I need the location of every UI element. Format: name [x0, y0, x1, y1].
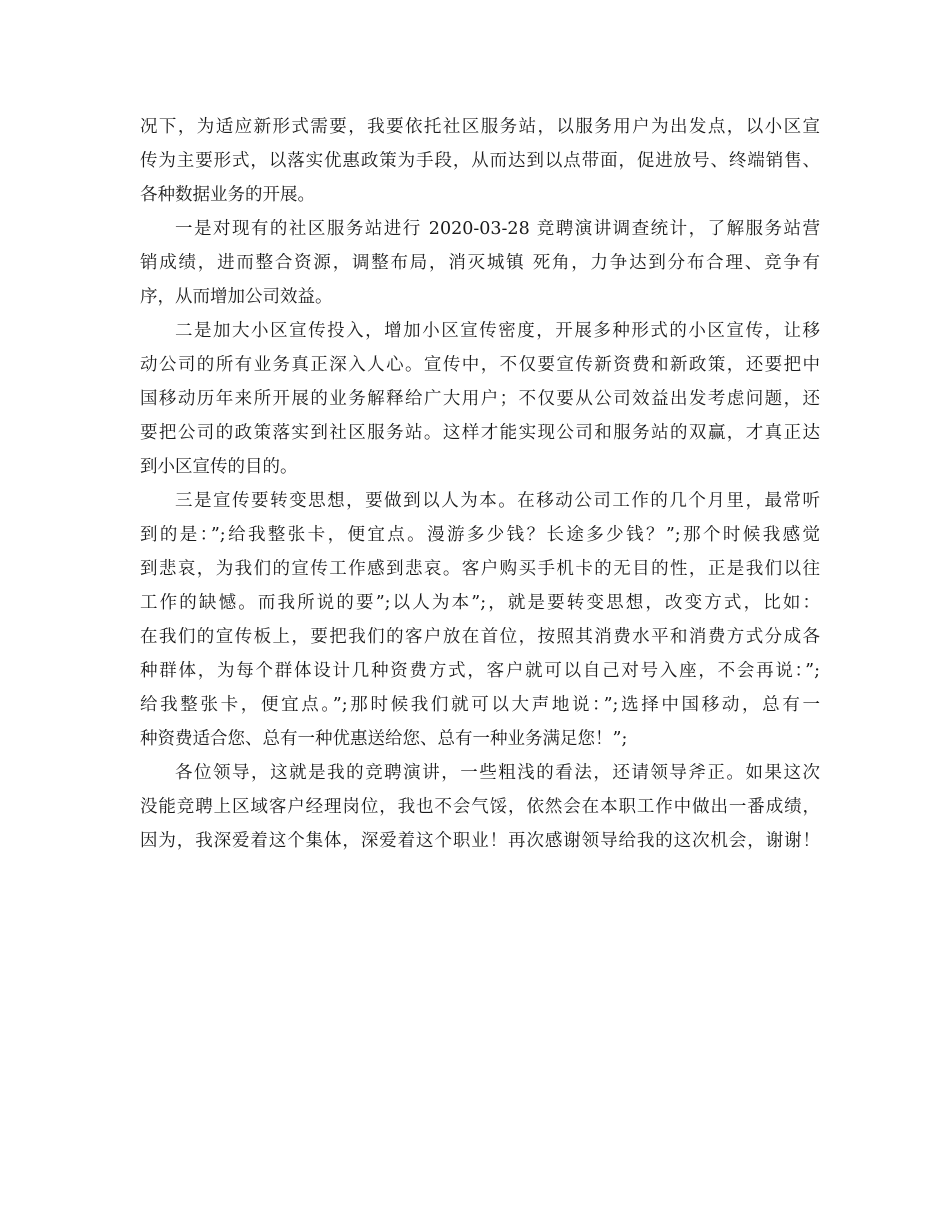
- text-line: 给我整张卡，便宜点。”;那时候我们就可以大声地说：”;选择中国移动，总有一: [140, 695, 820, 715]
- text-line: 到悲哀，为我们的宣传工作感到悲哀。客户购买手机卡的无目的性，正是我们以往: [140, 559, 820, 579]
- text-line: 销成绩，进而整合资源，调整布局，消灭城镇 死角，力争达到分布合理、竞争有: [140, 253, 820, 273]
- text-line: 各种数据业务的开展。: [140, 185, 315, 205]
- text-line: 国移动历年来所开展的业务解释给广大用户；不仅要从公司效益出发考虑问题，还: [140, 389, 820, 409]
- text-line: 二是加大小区宣传投入，增加小区宣传密度，开展多种形式的小区宣传，让移: [175, 321, 820, 341]
- document-body: [140, 110, 820, 858]
- text-line: 种资费适合您、总有一种优惠送给您、总有一种业务满足您！”;: [140, 729, 628, 749]
- text-line: 序，从而增加公司效益。: [140, 287, 333, 307]
- text-line: 各位领导，这就是我的竞聘演讲，一些粗浅的看法，还请领导斧正。如果这次: [175, 763, 820, 783]
- text-line: 因为，我深爱着这个集体，深爱着这个职业！再次感谢领导给我的这次机会，谢谢！: [140, 831, 820, 851]
- text-line: 没能竞聘上区域客户经理岗位，我也不会气馁，依然会在本职工作中做出一番成绩，: [140, 797, 820, 817]
- text-line: 传为主要形式，以落实优惠政策为手段，从而达到以点带面，促进放号、终端销售、: [140, 151, 820, 171]
- text-line: 在我们的宣传板上，要把我们的客户放在首位，按照其消费水平和消费方式分成各: [140, 627, 820, 647]
- text-line: 到的是：”;给我整张卡，便宜点。漫游多少钱？长途多少钱？”;那个时候我感觉: [140, 525, 820, 545]
- text-line: 工作的缺憾。而我所说的要”;以人为本”;，就是要转变思想，改变方式，比如：: [140, 593, 820, 613]
- text-line: 到小区宣传的目的。: [140, 457, 298, 477]
- text-line: 种群体，为每个群体设计几种资费方式，客户就可以自己对号入座，不会再说：”;: [140, 661, 820, 681]
- text-line: 三是宣传要转变思想，要做到以人为本。在移动公司工作的几个月里，最常听: [175, 491, 820, 511]
- text-line: 要把公司的政策落实到社区服务站。这样才能实现公司和服务站的双赢，才真正达: [140, 423, 820, 443]
- text-line: 动公司的所有业务真正深入人心。宣传中，不仅要宣传新资费和新政策，还要把中: [140, 355, 820, 375]
- text-line: 况下，为适应新形式需要，我要依托社区服务站，以服务用户为出发点，以小区宣: [140, 117, 820, 137]
- text-line: 一是对现有的社区服务站进行 2020-03-28 竞聘演讲调查统计，了解服务站营: [175, 219, 820, 239]
